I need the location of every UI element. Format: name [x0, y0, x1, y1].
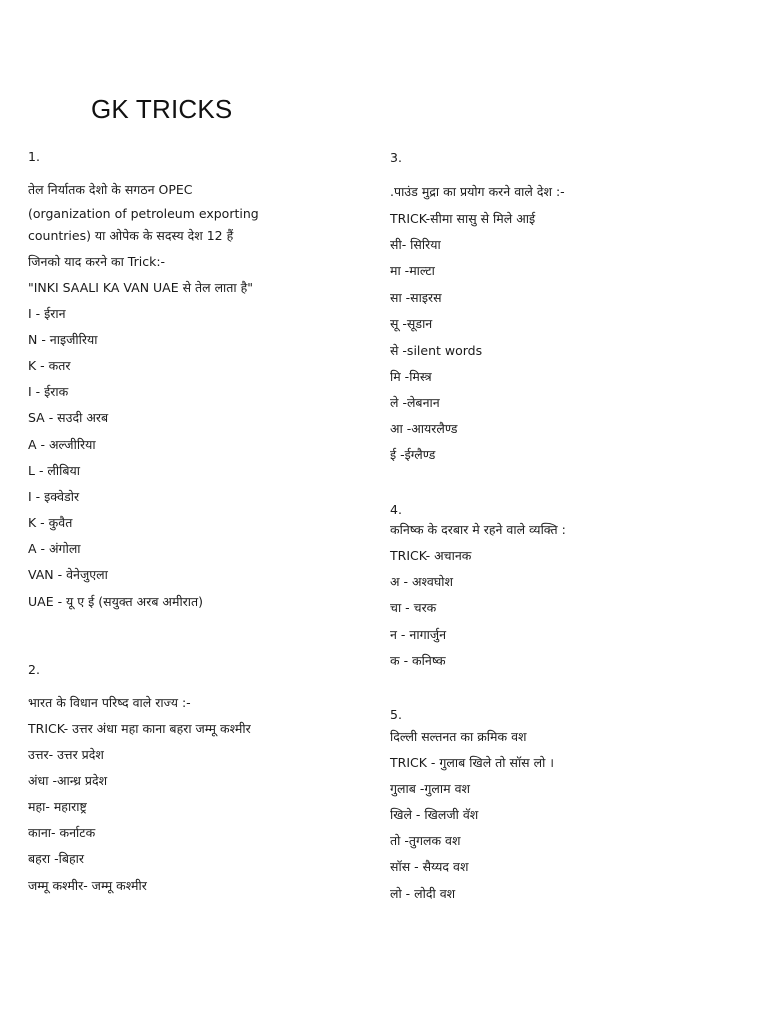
section-2-line: जम्मू कश्मीर- जम्मू कश्मीर — [28, 878, 147, 893]
section-3-line: मा -माल्टा — [390, 263, 435, 278]
section-1-line: I - इक्वेडोर — [28, 489, 80, 504]
section-1-line: A - अल्जीरिया — [28, 437, 96, 452]
section-5-line: TRICK - गुलाब खिले तो सॉस लो । — [390, 755, 555, 770]
section-1-line: I - ईराक — [28, 384, 69, 399]
section-5-line: लो - लोदी वश — [390, 886, 456, 901]
section-1-line: N - नाइजीरिया — [28, 332, 98, 347]
section-4-line: कनिष्क के दरबार मे रहने वाले व्यक्ति : — [390, 522, 566, 537]
section-4-number: 4. — [390, 502, 402, 517]
section-4-line: न - नागार्जुन — [390, 627, 447, 642]
section-5-line: तो -तुगलक वश — [390, 833, 461, 848]
page-title: GK TRICKS — [91, 94, 233, 124]
section-3-line: TRICK-सीमा सासु से मिले आई — [390, 211, 536, 226]
section-2-line: TRICK- उत्तर अंधा महा काना बहरा जम्मू कश्मीर — [28, 721, 251, 736]
section-4-line: चा - चरक — [390, 600, 437, 615]
section-5-line: खिले - खिलजी वॅश — [390, 807, 479, 822]
section-3-line: .पाउंड मुद्रा का प्रयोग करने वाले देश :- — [390, 184, 565, 199]
section-5-line: गुलाब -गुलाम वश — [390, 781, 471, 796]
section-3-line: सी- सिरिया — [390, 237, 441, 252]
section-1-line: जिनको याद करने का Trick:- — [28, 254, 166, 269]
section-1-line: (organization of petroleum exporting — [28, 206, 259, 221]
section-4-line: अ - अश्वघोश — [390, 574, 453, 589]
section-1-line: countries) या ओपेक के सदस्य देश 12 हैं — [28, 228, 234, 243]
section-1-line: VAN - वेनेजुएला — [28, 567, 108, 582]
section-2-line: भारत के विधान परिष्द वाले राज्य :- — [28, 695, 191, 710]
section-1-line: SA - सउदी अरब — [28, 410, 109, 425]
section-2-line: काना- कर्नाटक — [28, 825, 96, 840]
section-3-line: ई -ईग्लैण्ड — [390, 447, 436, 462]
section-1-line: K - कुवैत — [28, 515, 73, 530]
section-3-line: आ -आयरलैण्ड — [390, 421, 458, 436]
section-4-line: क - कनिष्क — [390, 653, 446, 668]
section-3-line: मि -मिस्त्र — [390, 369, 432, 384]
section-3-line: से -silent words — [390, 343, 483, 358]
section-1-line: I - ईरान — [28, 306, 66, 321]
section-1-line: K - कतर — [28, 358, 71, 373]
section-1-line: UAE - यू ए ई (सयुक्त अरब अमीरात) — [28, 594, 204, 609]
section-3-line: सू -सूडान — [390, 316, 433, 331]
section-1-line: A - अंगोला — [28, 541, 81, 556]
section-2-number: 2. — [28, 662, 40, 677]
section-1-number: 1. — [28, 149, 40, 164]
section-1-line: "INKI SAALI KA VAN UAE से तेल लाता है" — [28, 280, 254, 295]
section-2-line: महा- महाराष्ट्र — [28, 799, 87, 814]
section-3-line: सा -साइरस — [390, 290, 442, 305]
section-5-number: 5. — [390, 707, 402, 722]
section-2-line: बहरा -बिहार — [28, 851, 84, 866]
section-4-line: TRICK- अचानक — [390, 548, 472, 563]
section-5-line: दिल्ली सल्तनत का क्रमिक वश — [390, 729, 527, 744]
section-3-number: 3. — [390, 150, 402, 165]
section-2-line: उत्तर- उत्तर प्रदेश — [28, 747, 104, 762]
section-1-line: L - लीबिया — [28, 463, 80, 478]
section-3-line: ले -लेबनान — [390, 395, 440, 410]
section-2-line: अंधा -आन्ध्र प्रदेश — [28, 773, 108, 788]
section-5-line: सॉस - सैय्यद वश — [390, 859, 469, 874]
section-1-line: तेल निर्यातक देशो के सगठन OPEC — [28, 182, 193, 197]
